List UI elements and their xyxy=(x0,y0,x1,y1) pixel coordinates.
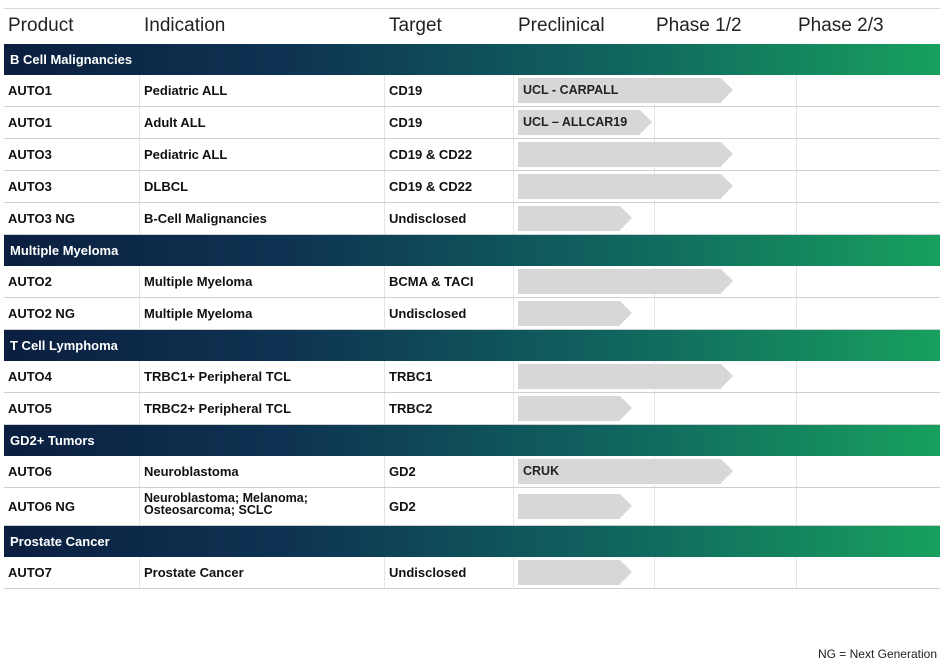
column-divider xyxy=(513,456,514,487)
product-cell: AUTO4 xyxy=(8,369,52,384)
column-divider xyxy=(513,298,514,329)
column-divider xyxy=(796,456,797,487)
column-divider xyxy=(796,393,797,424)
product-cell: AUTO3 xyxy=(8,147,52,162)
target-cell: GD2 xyxy=(389,464,416,479)
column-divider xyxy=(796,139,797,170)
column-divider xyxy=(796,171,797,202)
product-cell: AUTO6 xyxy=(8,464,52,479)
column-divider xyxy=(513,393,514,424)
table-row xyxy=(4,456,940,488)
column-divider xyxy=(139,266,140,297)
column-divider xyxy=(796,361,797,392)
column-divider xyxy=(384,557,385,588)
product-cell: AUTO7 xyxy=(8,565,52,580)
indication-cell: Pediatric ALL xyxy=(144,147,228,162)
column-divider xyxy=(654,557,655,588)
column-header-target: Target xyxy=(389,15,442,36)
column-divider xyxy=(384,171,385,202)
column-divider xyxy=(139,557,140,588)
product-cell: AUTO1 xyxy=(8,83,52,98)
column-divider xyxy=(139,361,140,392)
column-divider xyxy=(513,203,514,234)
progress-bar xyxy=(518,560,620,585)
column-header-indication: Indication xyxy=(144,15,226,36)
column-divider xyxy=(796,203,797,234)
category-label: Multiple Myeloma xyxy=(10,243,119,258)
column-divider xyxy=(139,107,140,138)
column-divider xyxy=(139,393,140,424)
progress-bar xyxy=(518,301,620,326)
indication-cell: DLBCL xyxy=(144,179,189,194)
category-band xyxy=(4,526,940,557)
indication-cell: Multiple Myeloma xyxy=(144,274,253,289)
target-cell: Undisclosed xyxy=(389,306,467,321)
product-cell: AUTO5 xyxy=(8,401,52,416)
column-divider xyxy=(513,107,514,138)
progress-bar-label: CRUK xyxy=(523,464,560,478)
progress-bar xyxy=(518,78,721,103)
pipeline-body xyxy=(4,44,940,589)
indication-cell: B-Cell Malignancies xyxy=(144,211,267,226)
target-cell: CD19 xyxy=(389,83,423,98)
product-cell: AUTO6 NG xyxy=(8,499,75,514)
column-divider xyxy=(654,393,655,424)
column-divider xyxy=(654,203,655,234)
column-divider xyxy=(513,75,514,106)
indication-cell: TRBC1+ Peripheral TCL xyxy=(144,369,292,384)
table-row xyxy=(4,107,940,139)
indication-cell: Neuroblastoma xyxy=(144,464,239,479)
column-divider xyxy=(796,557,797,588)
column-divider xyxy=(384,139,385,170)
progress-bar xyxy=(518,364,721,389)
category-band xyxy=(4,44,940,75)
target-cell: TRBC1 xyxy=(389,369,433,384)
table-row xyxy=(4,393,940,425)
column-divider xyxy=(139,203,140,234)
target-cell: CD19 & CD22 xyxy=(389,179,473,194)
product-cell: AUTO2 xyxy=(8,274,52,289)
pipeline-table xyxy=(4,8,940,589)
progress-bar xyxy=(518,459,721,484)
table-row xyxy=(4,361,940,393)
column-divider xyxy=(654,298,655,329)
table-row xyxy=(4,557,940,589)
table-header xyxy=(4,8,940,44)
progress-bar xyxy=(518,110,640,135)
indication-cell: Prostate Cancer xyxy=(144,565,244,580)
category-band xyxy=(4,330,940,361)
column-divider xyxy=(384,203,385,234)
column-divider xyxy=(384,266,385,297)
column-divider xyxy=(384,298,385,329)
category-label: T Cell Lymphoma xyxy=(10,338,118,353)
progress-bar xyxy=(518,142,721,167)
progress-bar xyxy=(518,206,620,231)
column-divider xyxy=(384,488,385,525)
column-divider xyxy=(139,171,140,202)
indication-cell: TRBC2+ Peripheral TCL xyxy=(144,401,292,416)
category-band xyxy=(4,235,940,266)
column-header-phase-1-2: Phase 1/2 xyxy=(656,15,742,36)
column-divider xyxy=(796,298,797,329)
target-cell: TRBC2 xyxy=(389,401,433,416)
progress-bar-label: UCL – ALLCAR19 xyxy=(523,115,628,129)
column-divider xyxy=(513,171,514,202)
product-cell: AUTO1 xyxy=(8,115,52,130)
column-divider xyxy=(513,266,514,297)
column-divider xyxy=(139,139,140,170)
target-cell: GD2 xyxy=(389,499,416,514)
column-divider xyxy=(796,488,797,525)
column-divider xyxy=(139,298,140,329)
column-divider xyxy=(384,75,385,106)
table-row xyxy=(4,488,940,526)
column-divider xyxy=(384,361,385,392)
target-cell: Undisclosed xyxy=(389,211,467,226)
category-band xyxy=(4,425,940,456)
column-divider xyxy=(796,266,797,297)
progress-bar xyxy=(518,269,721,294)
footnote: NG = Next Generation xyxy=(817,647,937,661)
column-header-product: Product xyxy=(8,15,74,36)
column-divider xyxy=(384,107,385,138)
target-cell: CD19 xyxy=(389,115,423,130)
column-divider xyxy=(139,456,140,487)
column-header-preclinical: Preclinical xyxy=(518,15,605,36)
column-divider xyxy=(139,75,140,106)
progress-bar xyxy=(518,494,620,519)
table-row xyxy=(4,266,940,298)
category-label: Prostate Cancer xyxy=(10,534,110,549)
indication-cell: Multiple Myeloma xyxy=(144,306,253,321)
column-divider xyxy=(384,456,385,487)
column-divider xyxy=(513,139,514,170)
category-label: B Cell Malignancies xyxy=(10,52,133,67)
column-divider xyxy=(384,393,385,424)
indication-cell: Neuroblastoma; Melanoma; Osteosarcoma; SCLC xyxy=(144,491,308,517)
product-cell: AUTO3 xyxy=(8,179,52,194)
column-divider xyxy=(513,557,514,588)
progress-bar xyxy=(518,396,620,421)
column-divider xyxy=(796,107,797,138)
table-row xyxy=(4,171,940,203)
column-header-phase-2-3: Phase 2/3 xyxy=(798,15,884,36)
table-row xyxy=(4,298,940,330)
column-divider xyxy=(139,488,140,525)
product-cell: AUTO3 NG xyxy=(8,211,75,226)
indication-cell: Adult ALL xyxy=(144,115,206,130)
target-cell: CD19 & CD22 xyxy=(389,147,473,162)
category-label: GD2+ Tumors xyxy=(10,433,95,448)
progress-bar-label: UCL - CARPALL xyxy=(523,83,619,97)
indication-cell: Pediatric ALL xyxy=(144,83,228,98)
table-row xyxy=(4,203,940,235)
target-cell: Undisclosed xyxy=(389,565,467,580)
column-divider xyxy=(654,107,655,138)
table-row xyxy=(4,139,940,171)
table-row xyxy=(4,75,940,107)
column-divider xyxy=(654,488,655,525)
column-divider xyxy=(513,488,514,525)
column-divider xyxy=(513,361,514,392)
target-cell: BCMA & TACI xyxy=(389,274,474,289)
progress-bar xyxy=(518,174,721,199)
product-cell: AUTO2 NG xyxy=(8,306,75,321)
column-divider xyxy=(796,75,797,106)
